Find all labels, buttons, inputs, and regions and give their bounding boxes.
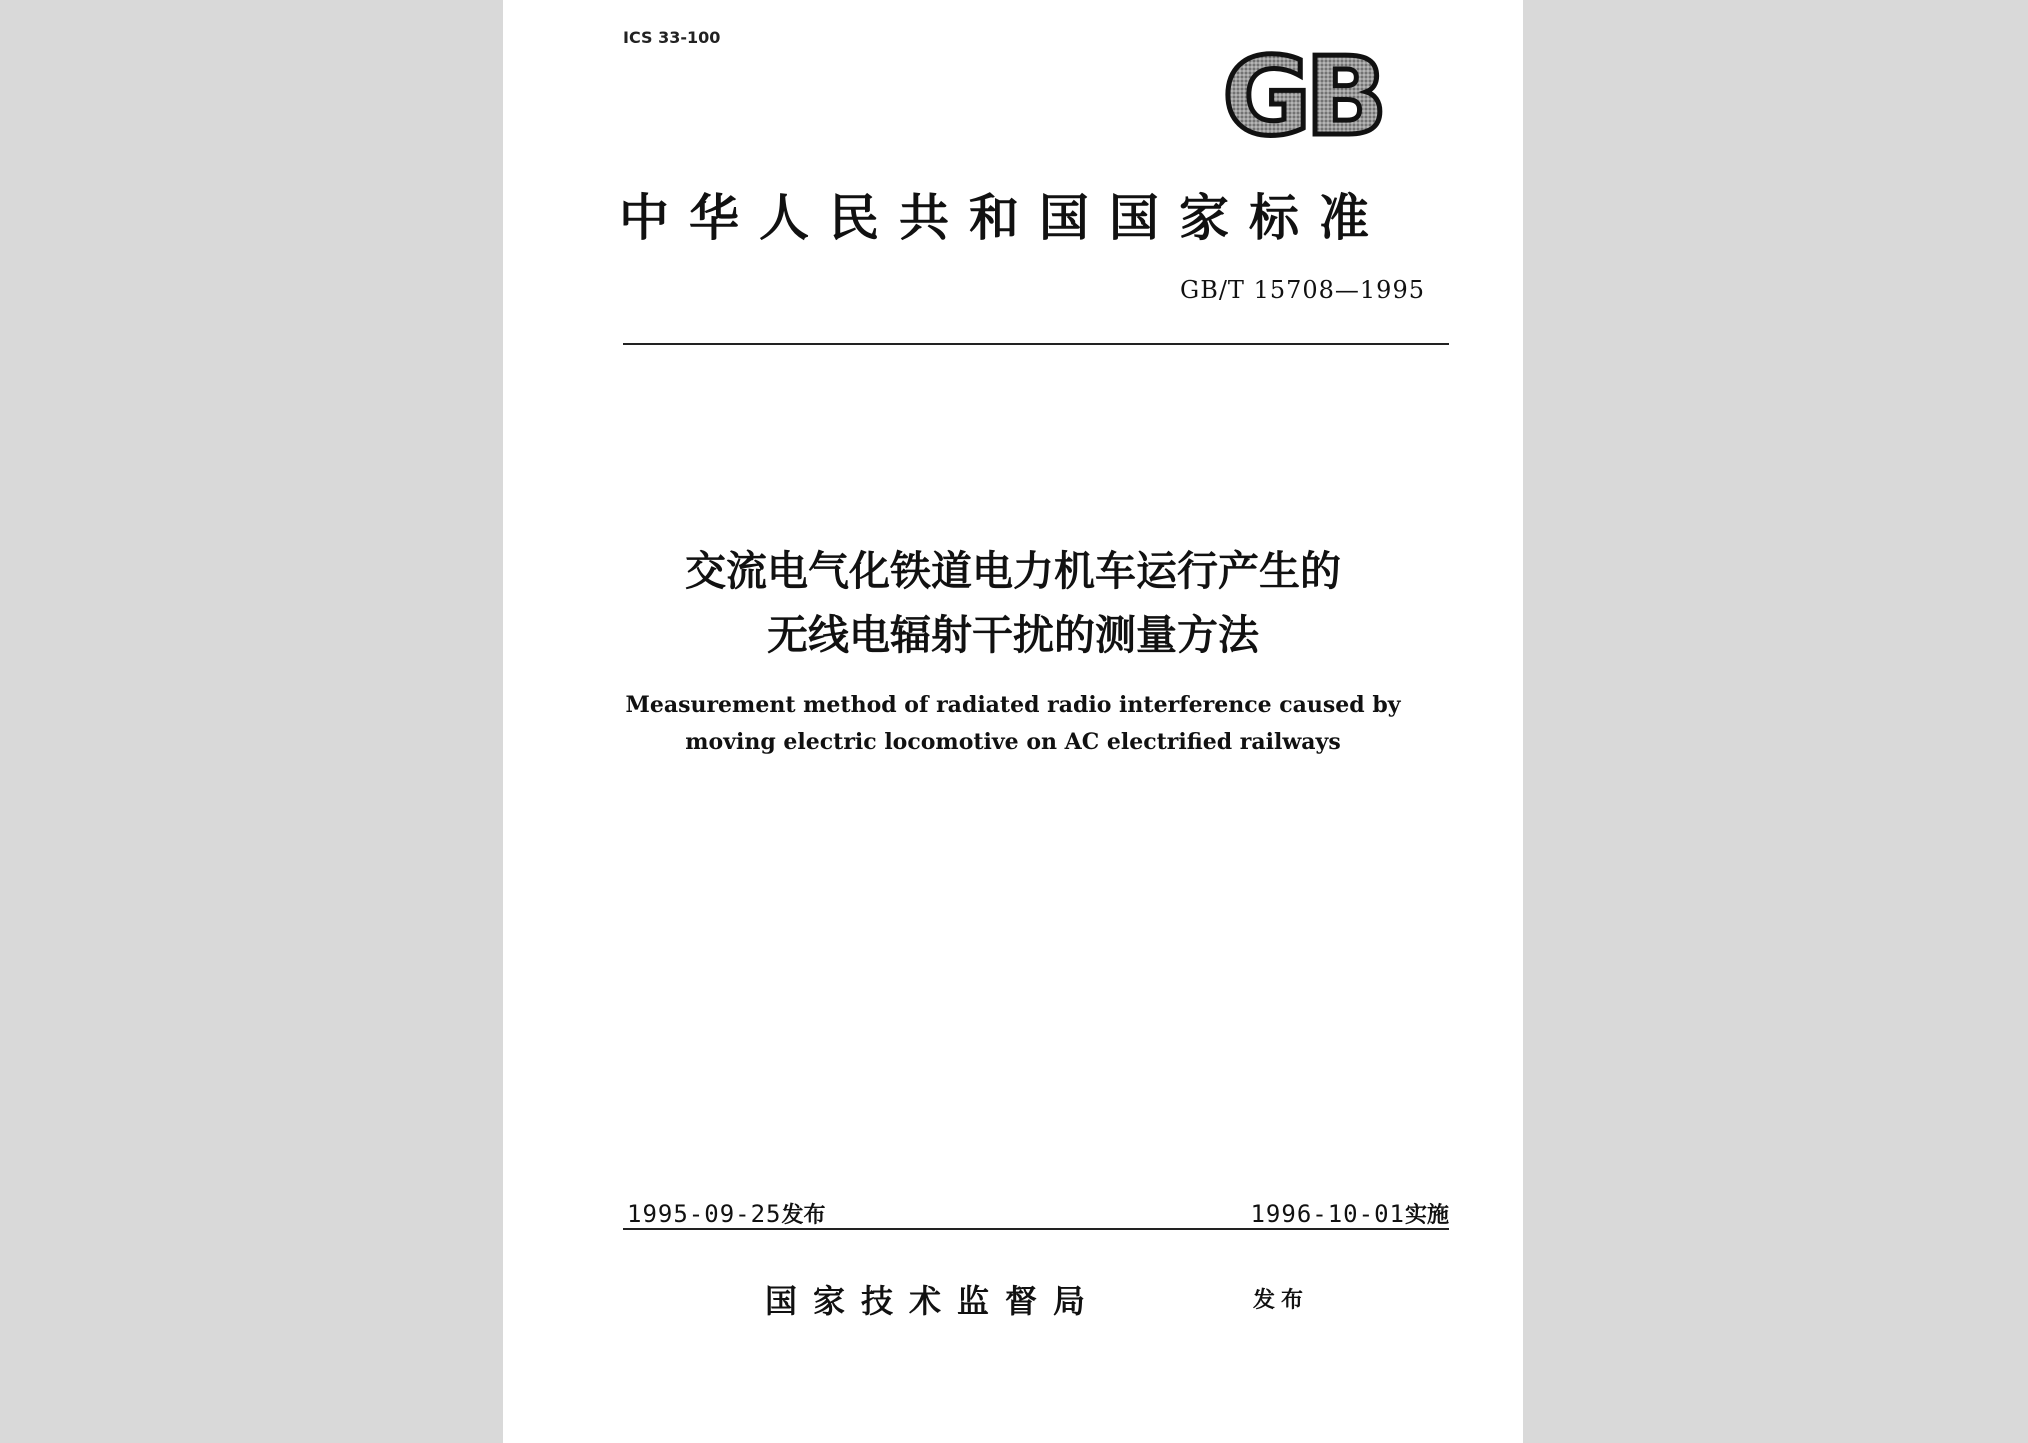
english-title-line-2: moving electric locomotive on AC electrified railways [685, 729, 1341, 755]
issuing-action: 发布 [1253, 1288, 1310, 1313]
issue-date [627, 1198, 826, 1229]
issue-label: 发布 [781, 1203, 826, 1228]
issuing-authority: 国家技术监督局 [765, 1282, 1102, 1320]
chinese-title-line-2: 无线电辐射干扰的测量方法 [767, 611, 1259, 659]
gb-logo [1209, 44, 1395, 144]
issue-date-value: 1995-09-25 [627, 1200, 782, 1228]
top-divider [623, 343, 1449, 345]
chinese-title-line-1: 交流电气化铁道电力机车运行产生的 [685, 547, 1341, 595]
standard-number: GB/T 15708—1995 [1180, 276, 1425, 304]
implementation-date-value: 1996-10-01 [1250, 1200, 1405, 1228]
implementation-date [1250, 1198, 1449, 1229]
english-title-line-1: Measurement method of radiated radio interference caused by [625, 692, 1401, 718]
implementation-label: 实施 [1404, 1203, 1449, 1228]
bottom-divider [623, 1228, 1449, 1230]
national-standard-title: 中华人民共和国国家标准 [619, 189, 1389, 247]
ics-code: ICS 33-100 [623, 28, 721, 47]
gb-logo-text: GB [1222, 44, 1382, 144]
document-page [503, 0, 1523, 1443]
